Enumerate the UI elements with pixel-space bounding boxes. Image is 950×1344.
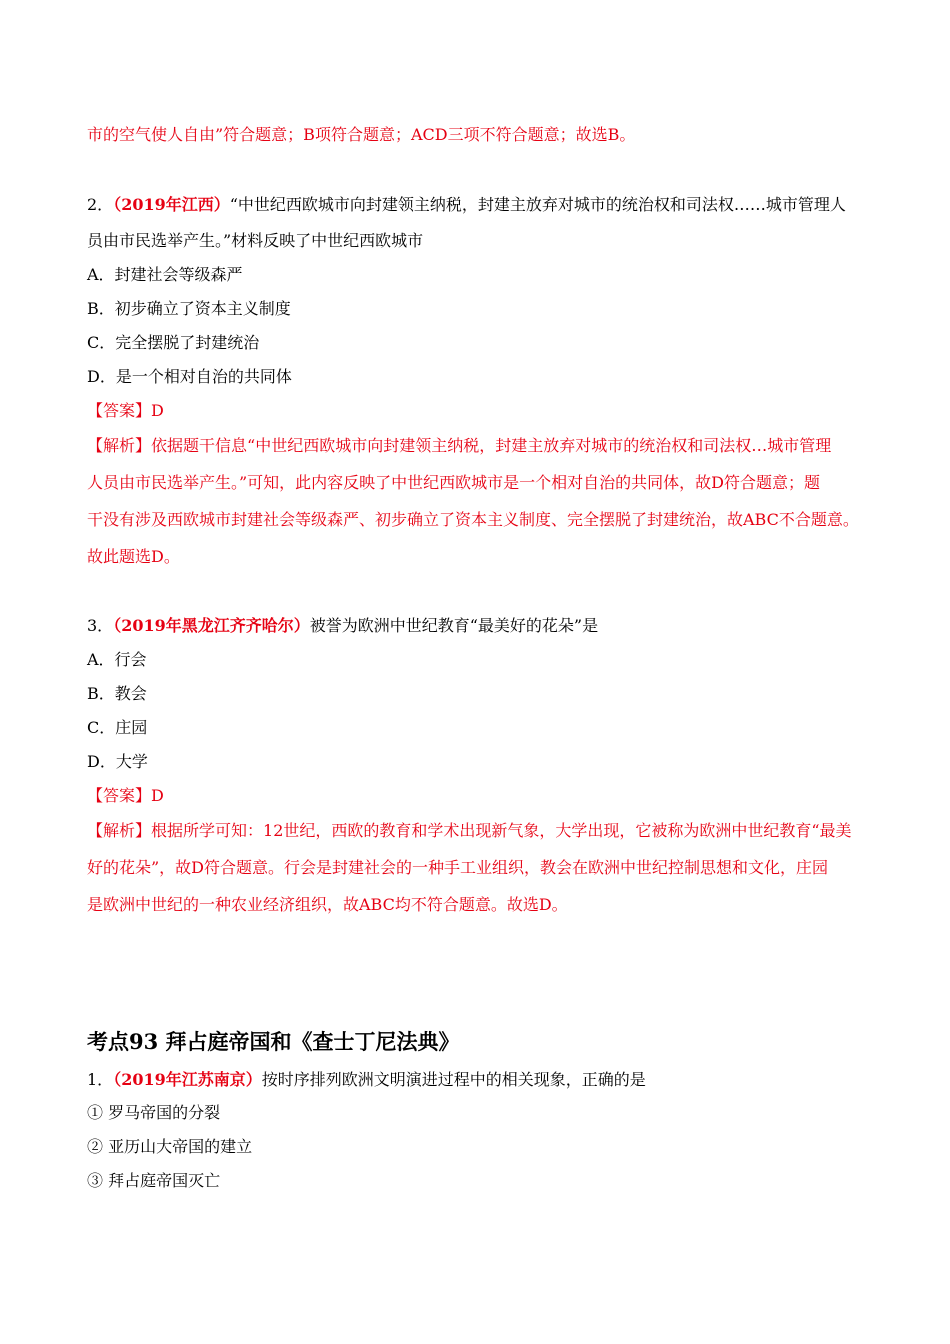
question-stem: 按时序排列欧洲文明演进过程中的相关现象，正确的是 <box>261 1070 646 1089</box>
option-c: C．庄园 <box>87 718 148 737</box>
question-3-analysis-line-1 <box>87 820 852 842</box>
analysis-text: 依据题干信息“中世纪西欧城市向封建领主纳税，封建主放弃对城市的统治权和司法权…城市管理 <box>151 436 832 455</box>
question-2-analysis-line-2: 人员由市民选举产生。”可知，此内容反映了中世纪西欧城市是一个相对自治的共同体，故D符合题意；题 <box>87 473 821 492</box>
question-3-analysis-line-3: 是欧洲中世纪的一种农业经济组织，故ABC均不符合题意。故选D。 <box>87 895 568 914</box>
question-2-analysis-line-1 <box>87 435 831 457</box>
option-a: A．行会 <box>87 650 147 669</box>
question-2-analysis-line-3: 干没有涉及西欧城市封建社会等级森严、初步确立了资本主义制度、完全摆脱了封建统治，故ABC不合题意。 <box>87 510 859 529</box>
list-item-3: ③ 拜占庭帝国灭亡 <box>87 1171 221 1190</box>
question-number: 2． <box>87 195 114 214</box>
analysis-label: 【解析】 <box>87 436 152 455</box>
question-3-analysis-line-2: 好的花朵”，故D符合题意。行会是封建社会的一种手工业组织，教会在欧洲中世纪控制思想和文化，庄园 <box>87 858 829 877</box>
analysis-label: 【解析】 <box>87 821 152 840</box>
section-heading: 考点93 拜占庭帝国和《查士丁尼法典》 <box>87 1029 460 1054</box>
question-2-stem-line-1 <box>87 194 846 216</box>
previous-analysis-tail: 市的空气使人自由”符合题意；B项符合题意；ACD三项不符合题意；故选B。 <box>87 125 636 144</box>
answer-label: 【答案】 <box>87 786 152 805</box>
option-b: B．初步确立了资本主义制度 <box>87 299 291 318</box>
option-b: B．教会 <box>87 684 147 703</box>
question-3-answer <box>87 785 164 807</box>
answer-label: 【答案】 <box>87 401 152 420</box>
question-source: （2019年江苏南京） <box>113 1070 262 1089</box>
list-item-2: ② 亚历山大帝国的建立 <box>87 1137 253 1156</box>
option-d: D．是一个相对自治的共同体 <box>87 367 292 386</box>
answer-value: D <box>151 786 164 805</box>
option-d: D．大学 <box>87 752 148 771</box>
answer-value: D <box>151 401 164 420</box>
question-number: 1． <box>87 1070 114 1089</box>
question-stem: “中世纪西欧城市向封建领主纳税，封建主放弃对城市的统治权和司法权……城市管理人 <box>229 195 846 214</box>
question-source: （2019年黑龙江齐齐哈尔） <box>113 616 310 635</box>
section-question-1-stem <box>87 1069 646 1091</box>
option-a: A．封建社会等级森严 <box>87 265 243 284</box>
option-c: C．完全摆脱了封建统治 <box>87 333 260 352</box>
question-3-stem <box>87 615 598 637</box>
list-item-1: ① 罗马帝国的分裂 <box>87 1103 221 1122</box>
analysis-text: 根据所学可知：12世纪，西欧的教育和学术出现新气象，大学出现，它被称为欧洲中世纪教育“最美 <box>151 821 852 840</box>
question-number: 3． <box>87 616 114 635</box>
question-2-stem-line-2: 员由市民选举产生。”材料反映了中世纪西欧城市 <box>87 231 424 250</box>
question-source: （2019年江西） <box>113 195 230 214</box>
question-stem: 被誉为欧洲中世纪教育“最美好的花朵”是 <box>309 616 599 635</box>
question-2-analysis-line-4: 故此题选D。 <box>87 547 180 566</box>
question-2-answer <box>87 400 164 422</box>
